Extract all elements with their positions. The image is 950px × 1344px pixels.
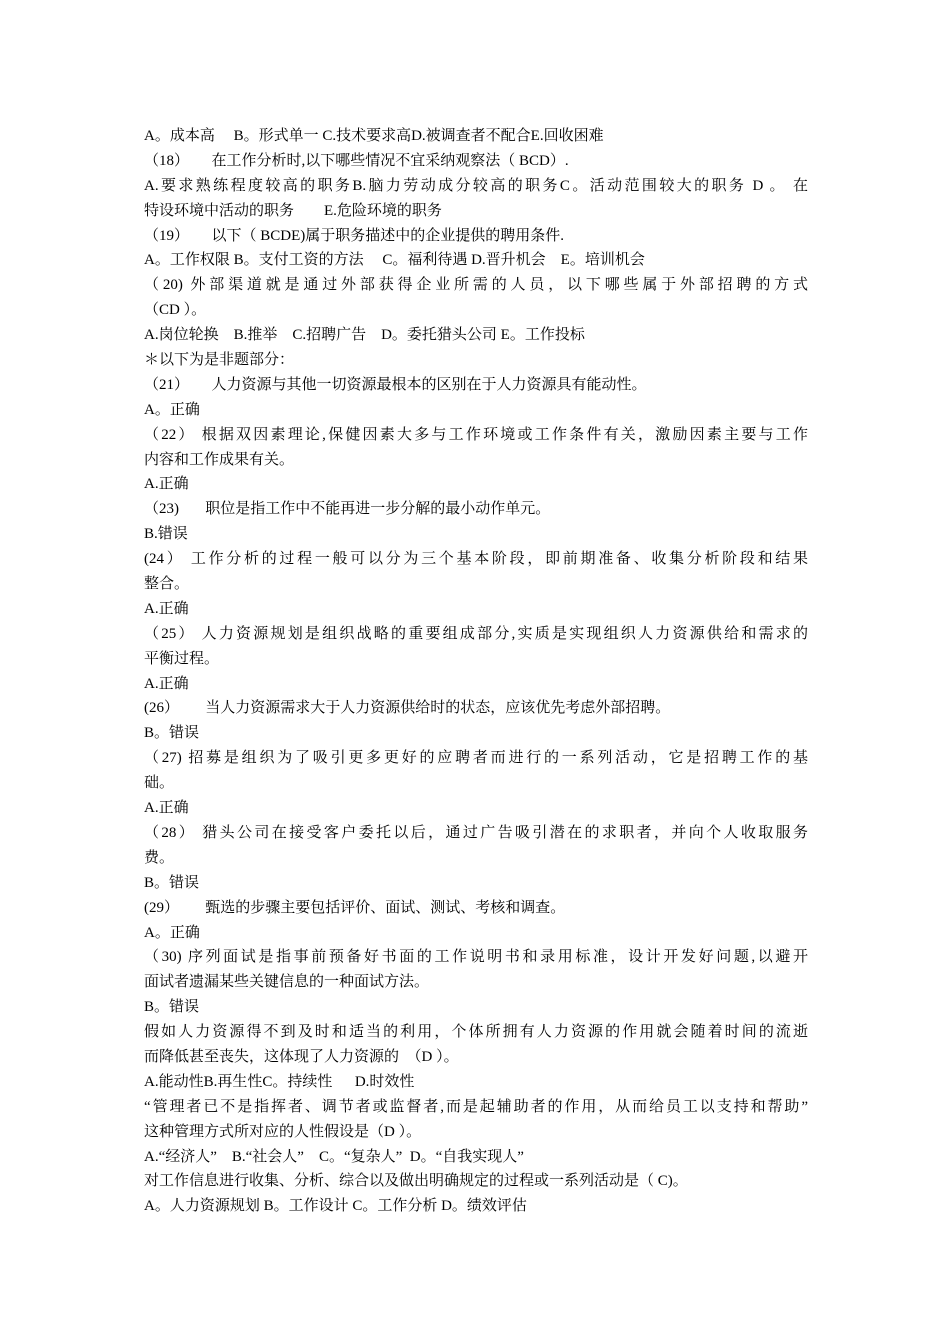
question-30-line-1: （30) 序列面试是指事前预备好书面的工作说明书和录用标准，设计开发好问题,以避开 — [144, 949, 808, 966]
answer-options-20: A.岗位轮换 B.推举 C.招聘广告 D。委托猎头公司 E。工作投标 — [144, 327, 585, 344]
question-22-line-1: （22） 根据双因素理论,保健因素大多与工作环境或工作条件有关，激励因素主要与工作 — [144, 426, 808, 443]
question-23: （23) 职位是指工作中不能再进一步分解的最小动作单元。 — [144, 501, 551, 518]
answer-options-32: A.“经济人” B.“社会人” C。“复杂人” D。“自我实现人” — [144, 1148, 524, 1165]
answer-options-19: A。工作权限 B。支付工资的方法 C。福利待遇 D.晋升机会 E。培训机会 — [144, 252, 645, 269]
answer-options-18-line-2: 特设环境中活动的职务 E.危险环境的职务 — [144, 202, 442, 219]
question-24-line-2: 整合。 — [144, 576, 190, 593]
section-heading-true-false: ＊以下为是非题部分： — [144, 352, 295, 369]
answer-27: A.正确 — [144, 800, 189, 817]
question-31-line-2: 而降低甚至丧失，这体现了人力资源的 （D ）。 — [144, 1048, 459, 1065]
answer-options-18-line-1: A.要求熟练程度较高的职务B.脑力劳动成分较高的职务C。活动范围较大的职务 D 。 在 — [144, 177, 808, 194]
answer-29: A。正确 — [144, 924, 200, 941]
question-31-line-1: 假如人力资源得不到及时和适当的利用，个体所拥有人力资源的作用就会随着时间的流逝 — [144, 1024, 808, 1041]
question-19: （19） 以下（ BCDE)属于职务描述中的企业提供的聘用条件. — [144, 227, 565, 244]
answer-options-31: A.能动性B.再生性C。持续性 D.时效性 — [144, 1073, 415, 1090]
question-28-line-1: （28） 猎头公司在接受客户委托以后，通过广告吸引潜在的求职者，并向个人收取服务 — [144, 824, 808, 841]
answer-26: B。错误 — [144, 725, 200, 742]
question-26: (26） 当人力资源需求大于人力资源供给时的状态，应该优先考虑外部招聘。 — [144, 700, 671, 717]
question-33: 对工作信息进行收集、分析、综合以及做出明确规定的过程或一系列活动是（ C)。 — [144, 1173, 688, 1190]
question-28-line-2: 费。 — [144, 849, 175, 866]
question-25-line-1: （25） 人力资源规划是组织战略的重要组成部分,实质是实现组织人力资源供给和需求的 — [144, 625, 808, 642]
answer-options-17: A。成本高 B。形式单一 C.技术要求高D.被调查者不配合E.回收困难 — [144, 128, 604, 144]
question-25-line-2: 平衡过程。 — [144, 650, 220, 667]
question-20-line-1: （20) 外部渠道就是通过外部获得企业所需的人员，以下哪些属于外部招聘的方式 — [144, 277, 808, 294]
question-22-line-2: 内容和工作成果有关。 — [144, 451, 295, 468]
question-27-line-1: （27) 招募是组织为了吸引更多更好的应聘者而进行的一系列活动，它是招聘工作的基 — [144, 750, 808, 767]
question-20-line-2: （CD ）。 — [144, 302, 207, 319]
question-29: (29） 甄选的步骤主要包括评价、面试、测试、考核和调查。 — [144, 899, 566, 916]
question-32-line-1: “管理者已不是指挥者、调节者或监督者,而是起辅助者的作用，从而给员工以支持和帮助” — [144, 1098, 808, 1115]
question-18: （18） 在工作分析时,以下哪些情况不宜采纳观察法（ BCD）. — [144, 152, 569, 169]
document-body — [144, 124, 808, 1219]
answer-21: A。正确 — [144, 401, 200, 418]
answer-24: A.正确 — [144, 600, 189, 617]
question-21: （21） 人力资源与其他一切资源最根本的区别在于人力资源具有能动性。 — [144, 376, 647, 393]
answer-25: A.正确 — [144, 675, 189, 692]
answer-22: A.正确 — [144, 476, 189, 493]
question-32-line-2: 这种管理方式所对应的人性假设是（D ）。 — [144, 1123, 422, 1140]
answer-30: B。错误 — [144, 999, 200, 1016]
question-27-line-2: 础。 — [144, 775, 175, 792]
question-30-line-2: 面试者遗漏某些关键信息的一种面试方法。 — [144, 974, 430, 991]
answer-28: B。错误 — [144, 874, 200, 891]
answer-23: B.错误 — [144, 526, 188, 543]
question-24-line-1: (24） 工作分析的过程一般可以分为三个基本阶段，即前期准备、收集分析阶段和结果 — [144, 551, 808, 568]
answer-options-33: A。人力资源规划 B。工作设计 C。工作分析 D。绩效评估 — [144, 1198, 527, 1215]
